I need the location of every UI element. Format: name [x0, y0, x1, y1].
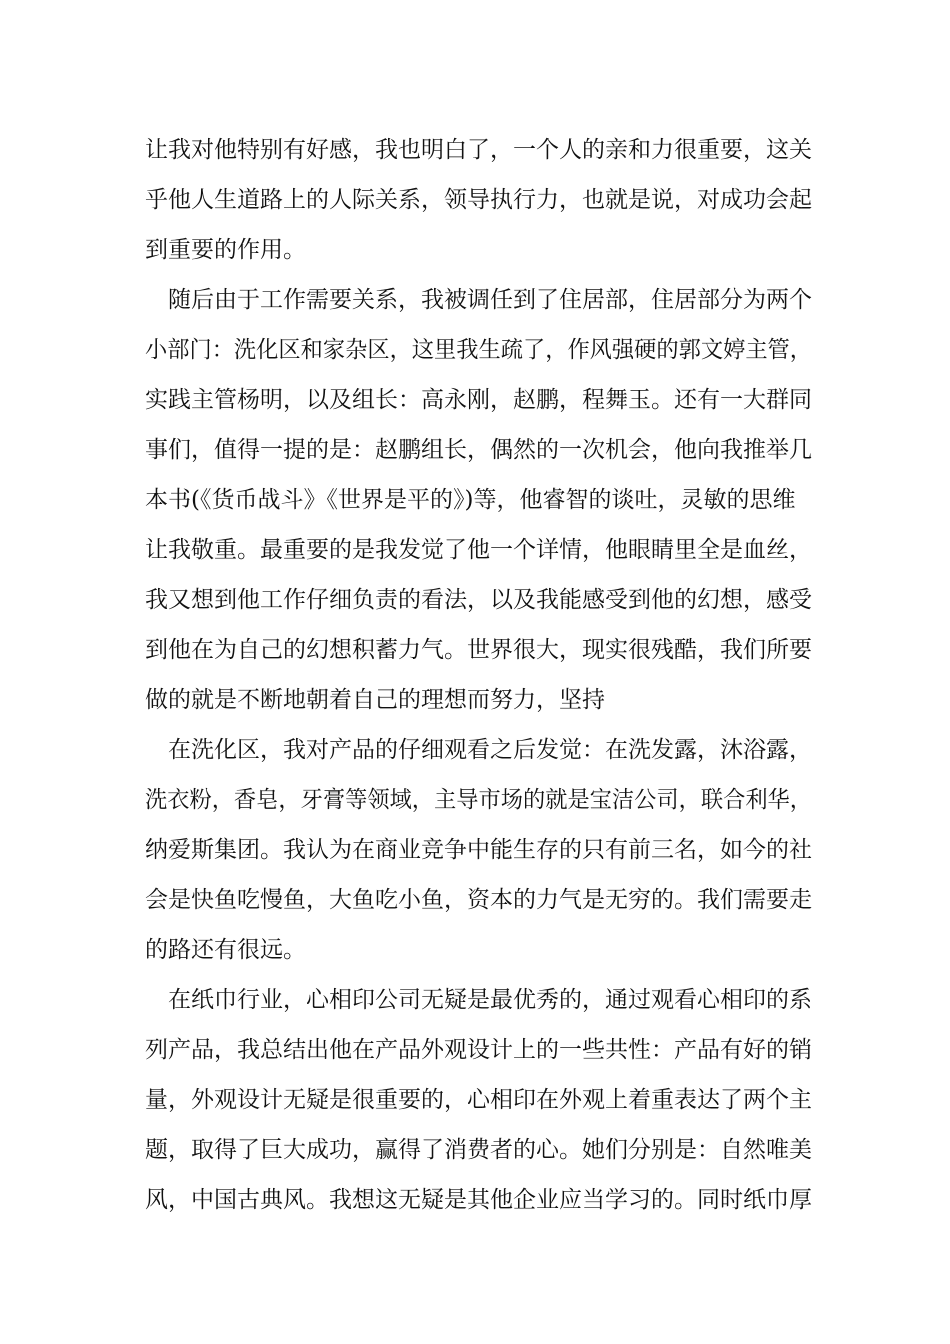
line-text: 的路还有很远。 — [145, 937, 306, 963]
line-text: 做的就是不断地朝着自己的理想而努力，坚持 — [145, 687, 605, 713]
text-line — [0, 680, 950, 720]
line-text: 题，取得了巨大成功，赢得了消费者的心。她们分别是：自然唯美 — [145, 1137, 812, 1163]
line-text: 事们，值得一提的是：赵鹏组长，偶然的一次机会，他向我推举几 — [145, 437, 812, 463]
line-text: 列产品，我总结出他在产品外观设计上的一些共性：产品有好的销 — [145, 1037, 812, 1063]
line-text: 在洗化区，我对产品的仔细观看之后发觉：在洗发露，沐浴露， — [168, 737, 812, 763]
text-line — [0, 230, 950, 270]
text-line — [0, 980, 950, 1020]
line-text: 风，中国古典风。我想这无疑是其他企业应当学习的。同时纸巾厚 — [145, 1187, 812, 1213]
text-line — [0, 780, 950, 820]
line-text: 本书(《货币战斗》《世界是平的》)等，他睿智的谈吐，灵敏的思维 — [145, 487, 796, 513]
line-text: 随后由于工作需要关系，我被调任到了住居部，住居部分为两个 — [168, 287, 812, 313]
line-text: 乎他人生道路上的人际关系，领导执行力，也就是说，对成功会起 — [145, 187, 812, 213]
line-text: 洗衣粉，香皂，牙膏等领域，主导市场的就是宝洁公司，联合利华， — [145, 787, 813, 813]
line-text: 实践主管杨明，以及组长：高永刚，赵鹏，程舞玉。还有一大群同 — [145, 387, 812, 413]
text-line — [0, 380, 950, 420]
line-text: 让我对他特别有好感，我也明白了，一个人的亲和力很重要，这关 — [145, 137, 812, 163]
line-text: 到重要的作用。 — [145, 237, 306, 263]
line-text: 量，外观设计无疑是很重要的，心相印在外观上着重表达了两个主 — [145, 1087, 812, 1113]
text-line — [0, 280, 950, 320]
text-line — [0, 730, 950, 770]
line-text: 纳爱斯集团。我认为在商业竞争中能生存的只有前三名，如今的社 — [145, 837, 812, 863]
text-line — [0, 1130, 950, 1170]
text-line — [0, 1180, 950, 1220]
line-text: 我又想到他工作仔细负责的看法，以及我能感受到他的幻想，感受 — [145, 587, 812, 613]
line-text: 到他在为自己的幻想积蓄力气。世界很大，现实很残酷，我们所要 — [145, 637, 812, 663]
text-line — [0, 180, 950, 220]
text-line — [0, 630, 950, 670]
line-text: 在纸巾行业，心相印公司无疑是最优秀的，通过观看心相印的系 — [168, 987, 812, 1013]
text-line — [0, 930, 950, 970]
text-line — [0, 430, 950, 470]
text-line — [0, 330, 950, 370]
line-text: 会是快鱼吃慢鱼，大鱼吃小鱼，资本的力气是无穷的。我们需要走 — [145, 887, 812, 913]
text-line — [0, 530, 950, 570]
line-text: 让我敬重。最重要的是我发觉了他一个详情，他眼睛里全是血丝， — [145, 537, 812, 563]
text-line — [0, 880, 950, 920]
text-line — [0, 130, 950, 170]
text-line — [0, 1030, 950, 1070]
text-line — [0, 1080, 950, 1120]
text-line — [0, 480, 950, 520]
line-text: 小部门：洗化区和家杂区，这里我生疏了，作风强硬的郭文婷主管， — [145, 337, 813, 363]
text-line — [0, 830, 950, 870]
text-line — [0, 580, 950, 620]
